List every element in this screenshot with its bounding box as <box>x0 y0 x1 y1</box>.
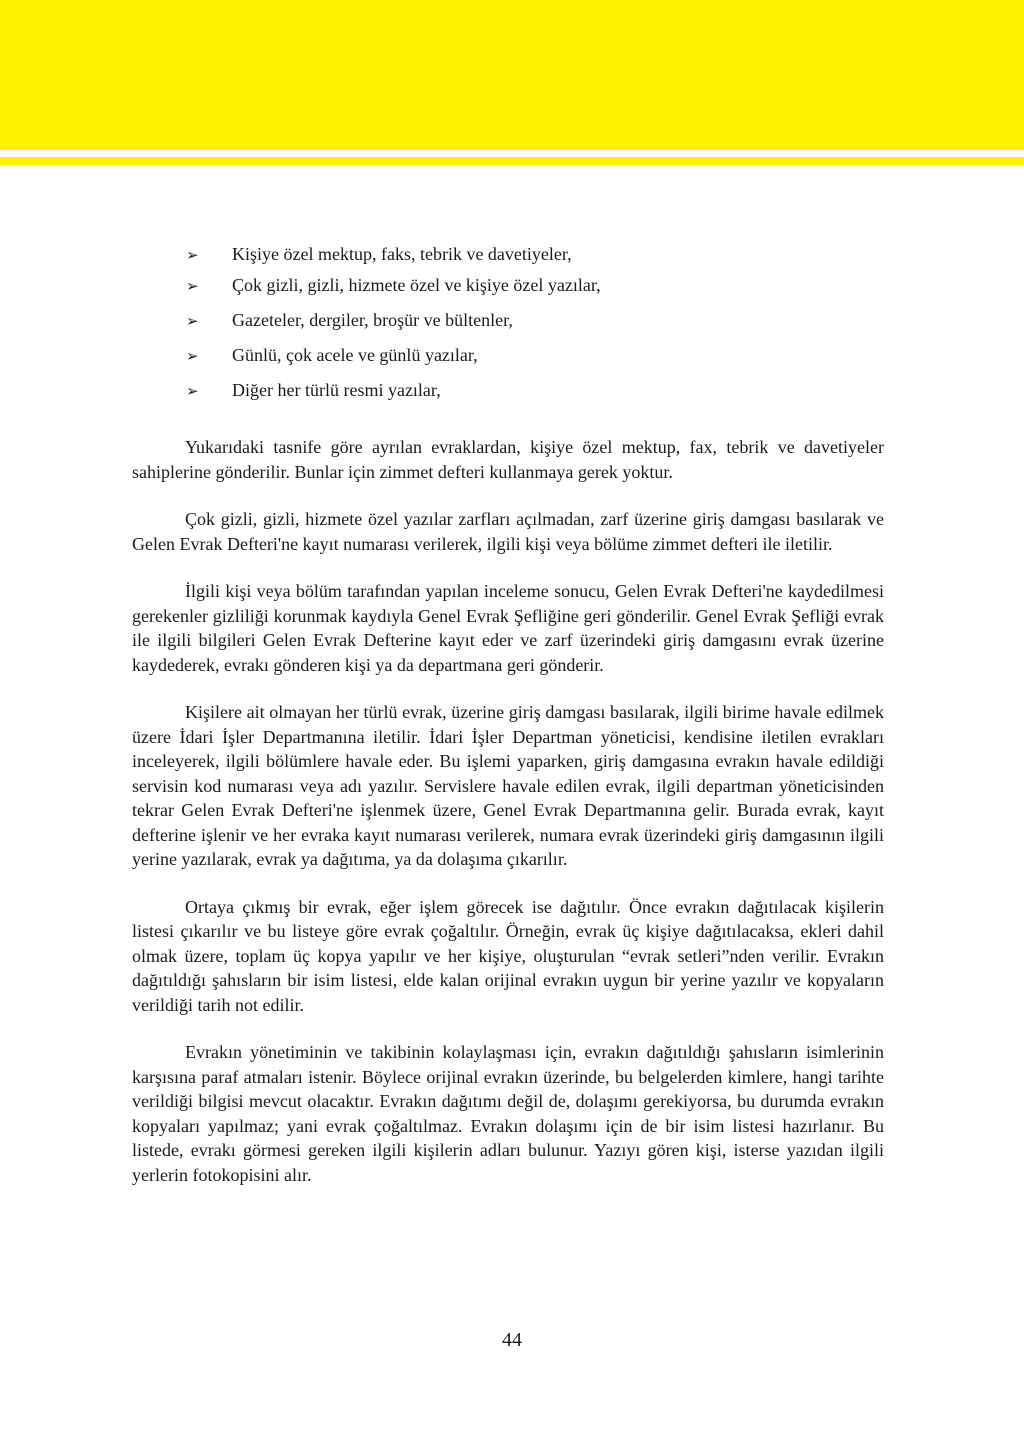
bullet-list <box>132 242 884 413</box>
arrowhead-icon: ➢ <box>186 246 199 264</box>
list-item-text: Diğer her türlü resmi yazılar, <box>232 380 441 400</box>
arrowhead-icon: ➢ <box>186 277 199 295</box>
list-item <box>132 308 884 343</box>
list-item-text: Çok gizli, gizli, hizmete özel ve kişiye özel yazılar, <box>232 275 601 295</box>
paragraph: Evrakın yönetiminin ve takibinin kolaylaşması için, evrakın dağıtıldığı şahısların isimlerinin karşısına paraf atmaları istenir. Böylece orijinal evrakın üzerinde, bu belgelerden kimlere, hangi tarihte verildiği bilgisi mevcut olacaktır. Evrakın dağıtımı değil de, dolaşımı gerekiyorsa, bu durumda evrakın kopyaları yapılmaz; yani evrak çoğaltılmaz. Evrakın dolaşımı için de bir isim listesi hazırlanır. Bu listede, evrakı görmesi gereken ilgili kişilerin adları bulunur. Yazıyı gören kişi, isterse yazıdan ilgili yerlerin fotokopisini alır. <box>132 1042 884 1185</box>
arrowhead-icon: ➢ <box>186 382 199 400</box>
paragraph: Kişilere ait olmayan her türlü evrak, üzerine giriş damgası basılarak, ilgili birime havale edilmek üzere İdari İşler Departmanına iletilir. İdari İşler Departman yöneticisi, kendisine iletilen evrakları inceleyerek, ilgili bölümlere havale eder. Bu işlemi yaparken, giriş damgasına evrakın havale edildiği servisin kod numarası veya adı yazılır. Servislere havale edilen evrak, ilgili departman yöneticisinden tekrar Gelen Evrak Defteri'ne işlenmek üzere, Genel Evrak Departmanına gelir. Burada evrak, kayıt defterine işlenir ve her evraka kayıt numarası verilerek, numara evrak üzerindeki giriş damgasının ilgili yerine yazılarak, evrak ya dağıtıma, ya da dolaşıma çıkarılır. <box>132 702 884 869</box>
paragraph: Ortaya çıkmış bir evrak, eğer işlem görecek ise dağıtılır. Önce evrakın dağıtılacak kişilerin listesi çıkarılır ve bu listeye göre evrak çoğaltılır. Örneğin, evrak üç kişiye dağıtılacaksa, ekleri dahil olmak üzere, toplam üç kopya yapılır ve her kişiye, oluşturulan “evrak setleri”nden verilir. Evrakın dağıtıldığı şahısların bir isim listesi, elde kalan orijinal evrakın uygun bir yerine yazılır ve kopyaların verildiği tarih not edilir. <box>132 896 884 1015</box>
header-stripe <box>0 157 1024 165</box>
list-item <box>132 378 884 413</box>
list-item <box>132 242 884 273</box>
page-number: 44 <box>502 1329 522 1351</box>
list-item <box>132 343 884 378</box>
paragraph: Çok gizli, gizli, hizmete özel yazılar zarfları açılmadan, zarf üzerine giriş damgası basılarak ve Gelen Evrak Defteri'ne kayıt numarası verilerek, ilgili kişi veya bölüme zimmet defteri ile iletilir. <box>132 509 884 554</box>
list-item-text: Gazeteler, dergiler, broşür ve bültenler, <box>232 310 513 330</box>
header-band <box>0 0 1024 150</box>
arrowhead-icon: ➢ <box>186 312 199 330</box>
list-item-text: Günlü, çok acele ve günlü yazılar, <box>232 345 478 365</box>
paragraph: Yukarıdaki tasnife göre ayrılan evraklardan, kişiye özel mektup, fax, tebrik ve davetiyeler sahiplerine gönderilir. Bunlar için zimmet defteri kullanmaya gerek yoktur. <box>132 437 884 482</box>
paragraph: İlgili kişi veya bölüm tarafından yapılan inceleme sonucu, Gelen Evrak Defteri'ne kaydedilmesi gerekenler gizliliği korunmak kaydıyla Genel Evrak Şefliğine geri gönderilir. Genel Evrak Şefliği evrak ile ilgili bilgileri Gelen Evrak Defterine kayıt eder ve zarf üzerindeki giriş damgasını evrak üzerine kaydederek, evrakı gönderen kişi ya da departmana geri gönderir. <box>132 581 884 675</box>
list-item <box>132 273 884 308</box>
arrowhead-icon: ➢ <box>186 347 199 365</box>
page-content <box>132 242 884 1210</box>
list-item-text: Kişiye özel mektup, faks, tebrik ve davetiyeler, <box>232 244 572 264</box>
